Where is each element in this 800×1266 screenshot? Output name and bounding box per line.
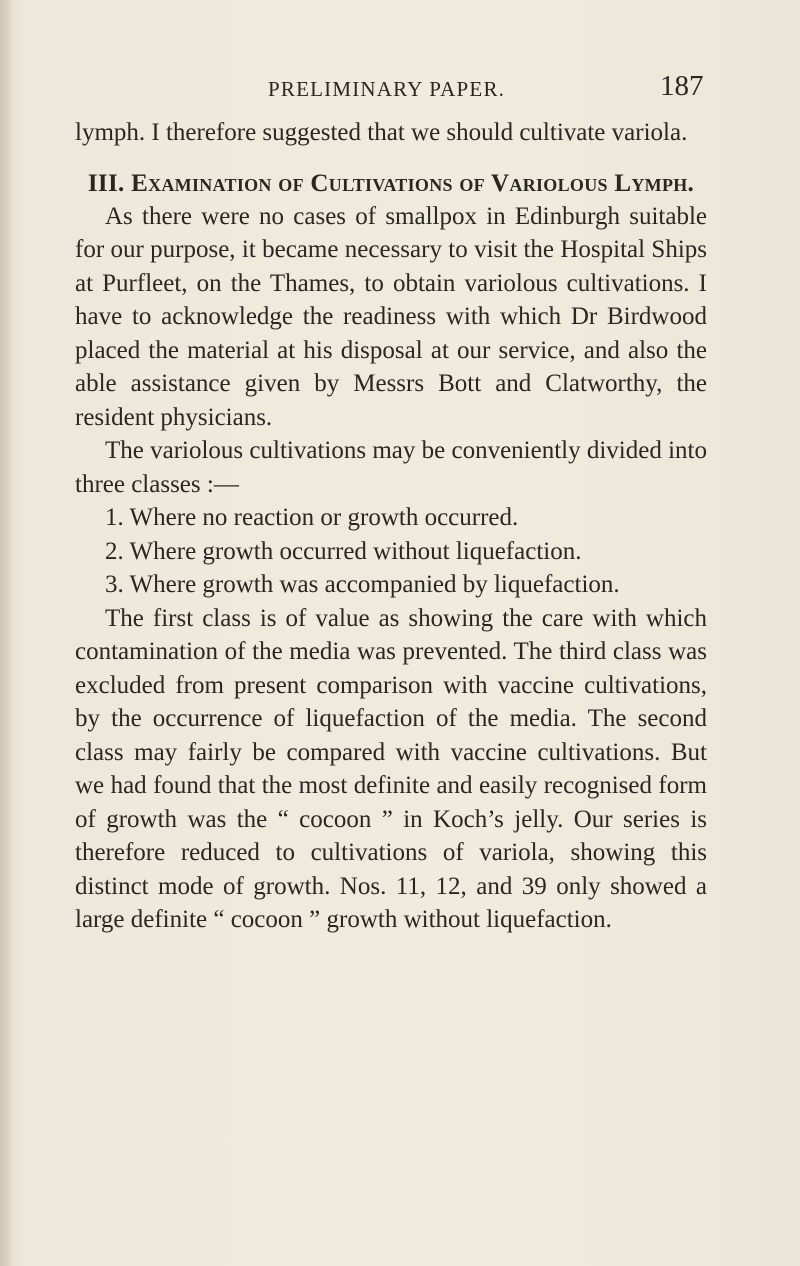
running-head: PRELIMINARY PAPER. <box>268 77 506 101</box>
page-header <box>0 70 800 110</box>
class-list <box>75 501 707 602</box>
paragraph-continuation: lymph. I therefore suggested that we should cultivate variola. <box>75 119 688 146</box>
list-item: 3. Where growth was accompanied by liquefaction. <box>105 571 620 598</box>
page-number: 187 <box>660 70 704 102</box>
binding-shadow <box>0 0 14 1266</box>
section-heading: III. Examination of Cultivations of Variolous Lymph. <box>87 169 695 197</box>
body-text <box>75 116 707 937</box>
paragraph-class-discussion: The first class is of value as showing the care with which contamination of the media was prevented. The third class was excluded from present comparison with vaccine cultivations, by the occurrence of liquefaction of the media. The second class may fairly be compared with vaccine cultivations. But we had found that the most definite and easily recognised form of growth was the “ cocoon ” in Koch’s jelly. Our series is therefore reduced to cultivations of variola, showing this distinct mode of growth. Nos. 11, 12, and 39 only showed a large definite “ cocoon ” growth without liquefaction. <box>75 604 707 933</box>
paragraph-classes-intro: The variolous cultivations may be conveniently divided into three classes :— <box>75 437 707 498</box>
list-item: 1. Where no reaction or growth occurred. <box>105 504 519 531</box>
list-item: 2. Where growth occurred without liquefaction. <box>105 537 582 565</box>
paragraph-smallpox-visit: As there were no cases of smallpox in Edinburgh suitable for our purpose, it became necessary to visit the Hospital Ships at Purfleet, on the Thames, to obtain variolous cultivations. I have to acknowledge the readiness with which Dr Birdwood placed the material at his disposal at our service, and also the able assistance given by Messrs Bott and Clatworthy, the resident physicians. <box>75 202 707 431</box>
